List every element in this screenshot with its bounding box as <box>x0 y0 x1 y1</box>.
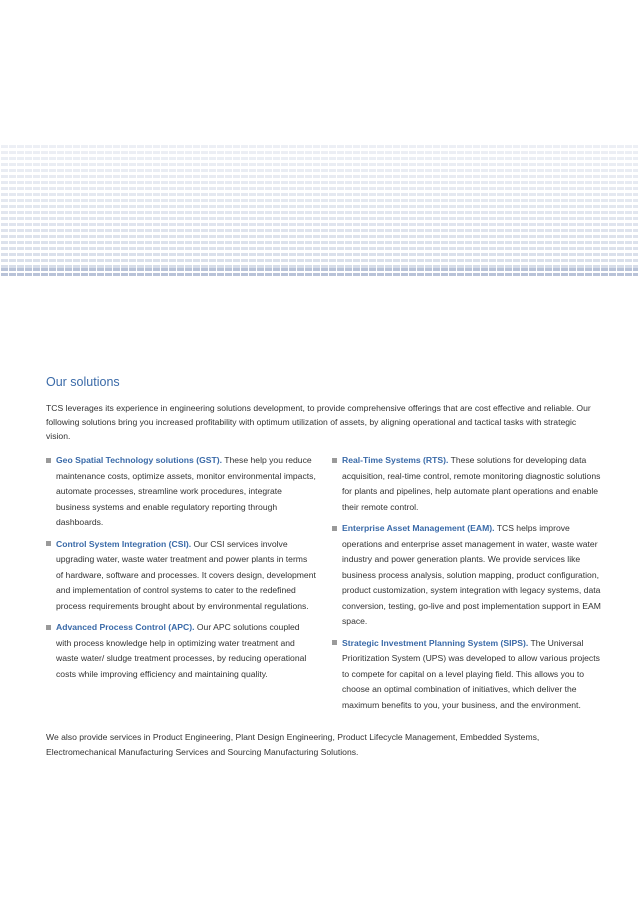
solution-description: TCS helps improve operations and enterprise asset management in water, waste water industry and power generation plants. We provide services like business process analysis, solution mapping, product configuration, product customization, system integration with legacy systems, data conversion, testing, go-live and post implementation support in EAM space. <box>342 523 601 626</box>
solution-term: Control System Integration (CSI). <box>56 538 192 549</box>
left-column <box>46 453 316 688</box>
square-bullet-icon <box>332 526 337 531</box>
solution-description: These help you reduce maintenance costs, optimize assets, monitor environmental impacts, automate processes, streamline work procedures, integrate business systems and enable regulatory reporting through dashboards. <box>56 455 316 527</box>
solution-term: Geo Spatial Technology solutions (GST). <box>56 455 222 465</box>
solution-description: These solutions for developing data acquisition, real-time control, remote monitoring diagnostic solutions for plants and pipelines, help automate plant operations and enable their remote control. <box>342 455 601 512</box>
solution-item-apc <box>46 620 316 682</box>
square-bullet-icon <box>46 625 51 630</box>
solution-description: The Universal Prioritization System (UPS) was developed to allow various projects to compete for capital on a level playing field. This allows you to choose an optimal combination of initiatives, which deliver the maximum benefits to you, your business, and the environment. <box>342 637 600 710</box>
intro-paragraph: TCS leverages its experience in engineering solutions development, to provide comprehensive offerings that are cost effective and reliable. Our following solutions bring you increased profitability with optimum utilization of assets, by aligning operational and tactical tasks with strategic vision. <box>46 403 591 441</box>
decorative-grid-band-edge <box>0 268 638 276</box>
solution-item-csi <box>46 537 316 615</box>
solution-description: Our APC solutions coupled with process knowledge help in optimizing water treatment and waste water/ sludge treatment processes, by reducing operational costs while improving efficiency and maintaining quality. <box>56 622 307 679</box>
solution-term: Enterprise Asset Management (EAM). <box>342 523 495 533</box>
section-heading: Our solutions <box>46 375 120 389</box>
solution-item-gst <box>46 453 316 531</box>
square-bullet-icon <box>46 458 51 463</box>
solution-item-rts <box>332 453 602 515</box>
square-bullet-icon <box>332 458 337 463</box>
closing-paragraph: We also provide services in Product Engineering, Plant Design Engineering, Product Lifecycle Management, Embedded Systems, Electromechanical Manufacturing Services and Sourcing Manufacturing Solutions. <box>46 732 540 757</box>
solution-term: Advanced Process Control (APC). <box>56 622 195 632</box>
solution-item-eam <box>332 521 602 630</box>
solution-item-sips <box>332 636 602 714</box>
right-column <box>332 453 602 719</box>
square-bullet-icon <box>46 541 51 546</box>
solution-term: Strategic Investment Planning System (SIPS). <box>342 637 529 648</box>
solution-description: Our CSI services involve upgrading water, waste water treatment and power plants in terms of hardware, software and processes. It covers design, development and implementation of control systems to cater to the redefined process requirements brought about by environmental regulations. <box>56 538 316 611</box>
decorative-grid-band <box>0 145 638 275</box>
solution-term: Real-Time Systems (RTS). <box>342 455 449 465</box>
square-bullet-icon <box>332 640 337 645</box>
